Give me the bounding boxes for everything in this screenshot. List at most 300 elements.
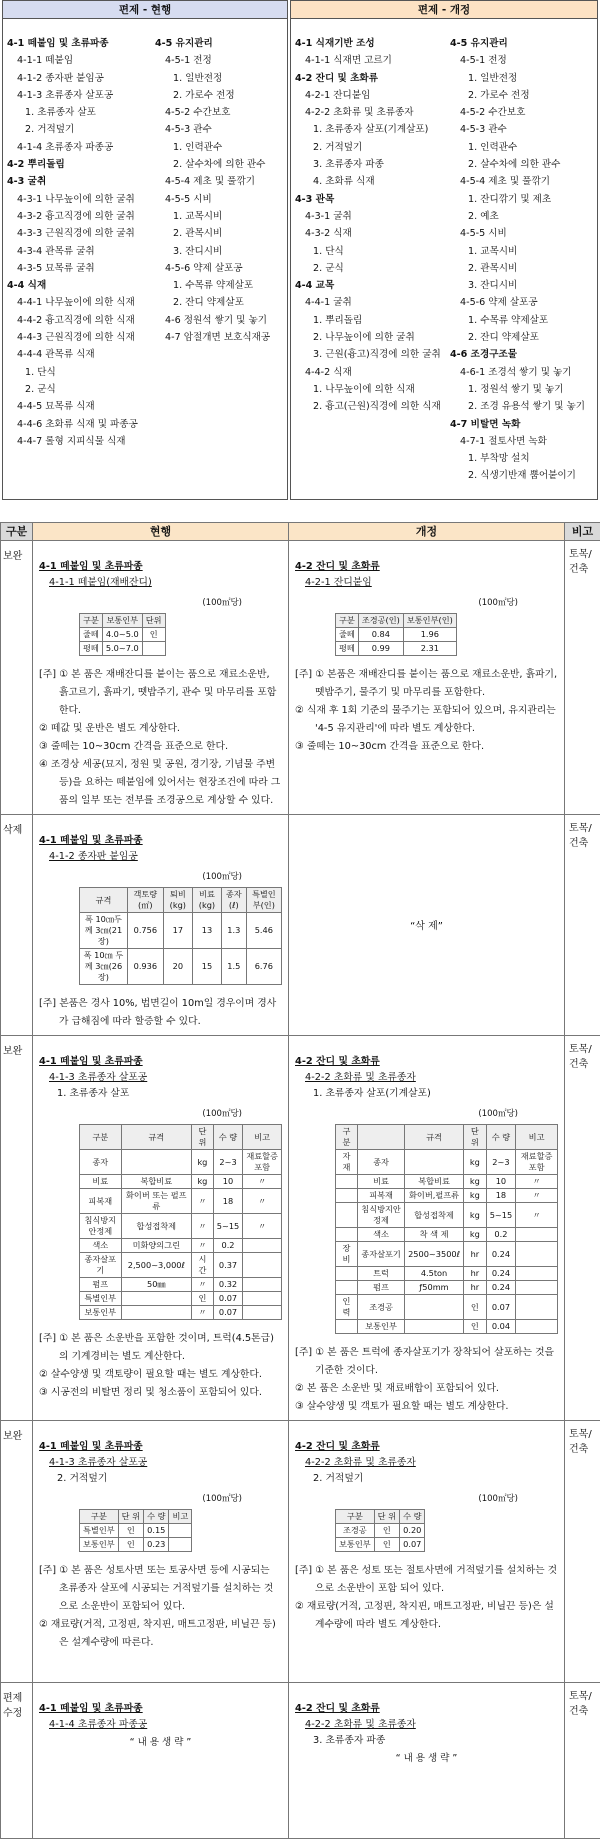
qty-cell: 재료할증 포함: [243, 1150, 282, 1175]
compare-row: [1, 1683, 600, 1839]
qty-cell: 인: [464, 1320, 487, 1334]
row-note: 토목/ 건축: [565, 1036, 600, 1421]
qty-cell: 1.96: [403, 628, 456, 642]
header-current: 현행: [33, 523, 289, 541]
current-cell: [33, 815, 289, 1036]
note-line: ③ 줄떼는 10~30cm 간격을 표준으로 한다.: [315, 738, 558, 756]
note-line: ③ 살수양생 및 객토가 필요할 때는 별도 계상한다.: [315, 1398, 558, 1416]
qty-cell: 평떼: [336, 642, 359, 656]
qty-row: [336, 1175, 558, 1189]
qty-cell: kg: [464, 1189, 487, 1203]
qty-row: [336, 628, 457, 642]
current-subtitle: 4-1-3 초류종자 살포공: [39, 1455, 282, 1471]
unit-label: (100㎡당): [295, 595, 558, 611]
qty-cell: 특별인부(인): [246, 888, 281, 913]
qty-row: [80, 913, 282, 949]
revised-notes: [295, 1344, 558, 1416]
toc-item: 2. 흉고(근원)직경에 의한 식재: [293, 398, 451, 415]
row-kind: 보완: [1, 1036, 33, 1421]
qty-cell: hr: [464, 1281, 487, 1295]
toc-item: 4-4-3 근원직경에 의한 식재: [5, 329, 155, 346]
qty-row: [80, 1150, 282, 1175]
note-line: [주] ① 본품은 재배잔디를 붙이는 품으로 재료소운반, 흙파기, 뗏밥주기, 물주기 및 마무리를 포함한다.: [315, 666, 558, 702]
revised-subtitle: 4-2-2 초화류 및 초류종자: [295, 1717, 558, 1733]
note-line: ② 본 품은 소운반 및 재료배합이 포함되어 있다.: [315, 1380, 558, 1398]
toc-section: [0, 0, 600, 500]
unit-label: (100㎡당): [39, 1106, 282, 1122]
qty-row: [80, 1189, 282, 1214]
qty-cell: 0.07: [400, 1538, 425, 1552]
qty-row: [80, 1125, 282, 1150]
toc-item: 4-2-1 잔디붙임: [293, 87, 451, 104]
qty-row: [80, 1239, 282, 1253]
toc-item: 1. 인력관수: [153, 139, 289, 156]
qty-cell: 인 력: [336, 1295, 358, 1320]
toc-item: 4-5-2 수간보호: [153, 104, 289, 121]
qty-row: [80, 1175, 282, 1189]
qty-cell: 인: [464, 1295, 487, 1320]
qty-cell: 펌프: [358, 1281, 405, 1295]
toc-item: 2. 살수차에 의한 관수: [153, 156, 289, 173]
qty-cell: 폭 10㎝두께 3㎝(21장): [80, 913, 128, 949]
toc-item: 1. 일반전정: [448, 70, 598, 87]
note-line: ② 재료량(거적, 고정핀, 착지핀, 매트고정판, 비닐끈 등)은 설계수량에 따른다.: [59, 1616, 282, 1652]
qty-row: [80, 888, 282, 913]
toc-item: 2. 예초: [448, 208, 598, 225]
toc-item: 3. 초류종자 파종: [293, 156, 451, 173]
toc-item: 4-4-2 식재: [293, 364, 451, 381]
qty-cell: 0.24: [486, 1267, 516, 1281]
qty-cell: 재료할증포함: [516, 1150, 558, 1175]
toc-item: 1. 부착망 설치: [448, 450, 598, 467]
toc-item: 3. 근원(흉고)직경에 의한 굴취: [293, 346, 451, 363]
toc-item: 2. 잔디 약제살포: [153, 294, 289, 311]
qty-cell: 4.5ton: [405, 1267, 464, 1281]
qty-cell: 〃: [516, 1175, 558, 1189]
toc-revised-header: 편제 - 개정: [291, 1, 597, 19]
qty-cell: [336, 1320, 358, 1334]
revised-notes: [295, 1562, 558, 1634]
qty-cell: 0.32: [213, 1278, 243, 1292]
revised-cell: [289, 1036, 565, 1421]
qty-cell: [516, 1242, 558, 1267]
qty-cell: 종자살포기: [80, 1253, 122, 1278]
current-title: 4-1 떼붙임 및 초류파종: [39, 1054, 282, 1070]
note-line: ③ 줄떼는 10~30cm 간격을 표준으로 한다.: [59, 738, 282, 756]
qty-cell: 조경공: [336, 1524, 375, 1538]
toc-current-col1: [5, 35, 155, 450]
toc-item: 2. 거적덮기: [293, 139, 451, 156]
row-kind: 삭제: [1, 815, 33, 1036]
toc-item: 4-5-6 약제 살포공: [448, 294, 598, 311]
qty-cell: 침식방지안정제: [358, 1203, 405, 1228]
toc-item: 4-7 비탈면 녹화: [448, 416, 598, 433]
qty-cell: 17: [163, 913, 192, 949]
qty-row: [80, 1306, 282, 1320]
qty-cell: 비료(kg): [192, 888, 221, 913]
row-kind: 보완: [1, 541, 33, 815]
note-line: [주] ① 본 품은 재배잔디를 붙이는 품으로 재료소운반, 흙고르기, 흙파기, 뗏밥주기, 관수 및 마무리를 포함한다.: [59, 666, 282, 720]
qty-cell: kg: [464, 1150, 487, 1175]
qty-cell: 1.3: [222, 913, 247, 949]
qty-cell: [516, 1281, 558, 1295]
toc-item: 4-3-2 식재: [293, 225, 451, 242]
qty-row: [80, 1278, 282, 1292]
qty-cell: 줄떼: [80, 628, 103, 642]
current-item-title: 2. 거적덮기: [39, 1471, 282, 1487]
toc-item: 4-4 교목: [293, 277, 451, 294]
qty-cell: 복합비료: [405, 1175, 464, 1189]
toc-item: 4-1 식재기반 조성: [293, 35, 451, 52]
qty-row: [80, 628, 166, 642]
qty-cell: 0.756: [127, 913, 163, 949]
qty-cell: 비고: [169, 1510, 192, 1524]
unit-label: (100㎡당): [295, 1491, 558, 1507]
qty-cell: 20: [163, 949, 192, 985]
current-cell: [33, 1036, 289, 1421]
qty-cell: 보통인부: [336, 1538, 375, 1552]
qty-row: [336, 1150, 558, 1175]
toc-item: 1. 잔디깎기 및 제초: [448, 191, 598, 208]
note-line: ② 살수양생 및 객토량이 필요할 때는 별도 계상한다.: [59, 1366, 282, 1384]
toc-item: 4-6 정원석 쌓기 및 놓기: [153, 312, 289, 329]
toc-item: 2. 살수차에 의한 관수: [448, 156, 598, 173]
toc-item: 4. 초화류 식재: [293, 173, 451, 190]
qty-cell: [516, 1228, 558, 1242]
qty-cell: 피복재: [80, 1189, 122, 1214]
qty-cell: [243, 1292, 282, 1306]
qty-cell: 〃: [192, 1189, 214, 1214]
toc-item: 1. 초류종자 살포(기계살포): [293, 121, 451, 138]
toc-item: 1. 교목시비: [448, 243, 598, 260]
qty-cell: 〃: [516, 1189, 558, 1203]
unit-label: (100㎡당): [39, 1491, 282, 1507]
qty-row: [80, 642, 166, 656]
qty-cell: 단 위: [464, 1125, 487, 1150]
qty-cell: 〃: [243, 1189, 282, 1214]
qty-table-wrap: [295, 613, 558, 656]
qty-table-wrap: [39, 887, 282, 985]
qty-table-wrap: [39, 613, 282, 656]
revised-cell: [289, 1683, 565, 1839]
toc-item: 1. 뿌리돌림: [293, 312, 451, 329]
qty-cell: 0.99: [358, 642, 403, 656]
qty-cell: 조경공(인): [358, 614, 403, 628]
toc-item: 1. 교목시비: [153, 208, 289, 225]
toc-item: 3. 잔디시비: [448, 277, 598, 294]
qty-cell: [121, 1306, 192, 1320]
qty-cell: 인: [118, 1524, 143, 1538]
qty-cell: 0.84: [358, 628, 403, 642]
qty-cell: 단 위: [118, 1510, 143, 1524]
toc-item: 4-4-7 롤형 지피식물 식재: [5, 433, 155, 450]
unit-label: (100㎡당): [39, 869, 282, 885]
compare-row: [1, 541, 600, 815]
note-line: ② 재료량(거적, 고정핀, 착지핀, 매트고정판, 비닐끈 등)은 설계수량에 따라 별도 계상한다.: [315, 1598, 558, 1634]
qty-cell: 특별인부: [80, 1292, 122, 1306]
current-qty-table: [79, 1509, 192, 1552]
toc-item: 4-4-2 흉고직경에 의한 식재: [5, 312, 155, 329]
qty-row: [336, 1538, 425, 1552]
qty-row: [336, 642, 457, 656]
toc-item: 1. 초류종자 살포: [5, 104, 155, 121]
qty-cell: 보통인부: [358, 1320, 405, 1334]
qty-cell: 자 재: [336, 1150, 358, 1175]
note-line: [주] 본품은 경사 10%, 법면길이 10m일 경우이며 경사가 급해짐에 따라 할증할 수 있다.: [59, 995, 282, 1031]
qty-cell: 0.07: [213, 1292, 243, 1306]
toc-item: 1. 인력관수: [448, 139, 598, 156]
toc-item: 4-3-3 근원직경에 의한 굴취: [5, 225, 155, 242]
qty-cell: kg: [192, 1175, 214, 1189]
qty-cell: 규격: [80, 888, 128, 913]
qty-cell: 0.936: [127, 949, 163, 985]
revised-cell: [289, 815, 565, 1036]
toc-current: [2, 0, 288, 500]
row-kind: 편제 수정: [1, 1683, 33, 1839]
qty-cell: 수 량: [400, 1510, 425, 1524]
qty-cell: 보통인부(인): [403, 614, 456, 628]
qty-row: [336, 1189, 558, 1203]
current-qty-table: [79, 887, 282, 985]
qty-cell: 〃: [192, 1239, 214, 1253]
note-line: ② 떼값 및 운반은 별도 계상한다.: [59, 720, 282, 738]
qty-cell: 5.46: [246, 913, 281, 949]
qty-cell: 구분: [80, 1125, 122, 1150]
deleted-label: “삭 제”: [295, 919, 558, 935]
qty-cell: 폭 10㎝ 두께 3㎝(26장): [80, 949, 128, 985]
qty-row: [336, 1267, 558, 1281]
revised-title: 4-2 잔디 및 초화류: [295, 1054, 558, 1070]
qty-cell: 구분: [336, 1510, 375, 1524]
qty-cell: 조경공: [358, 1295, 405, 1320]
toc-item: 1. 단식: [293, 243, 451, 260]
current-title: 4-1 떼붙임 및 초류파종: [39, 1439, 282, 1455]
compare-row: [1, 1421, 600, 1683]
note-line: [주] ① 본 품은 성토 또는 절토사면에 거적덮기를 설치하는 것으로 소운반이 포함 되어 있다.: [315, 1562, 558, 1598]
qty-cell: 15: [192, 949, 221, 985]
qty-cell: 인: [374, 1524, 399, 1538]
current-qty-table: [79, 1124, 282, 1320]
toc-item: 4-3 굴취: [5, 173, 155, 190]
qty-cell: 트럭: [358, 1267, 405, 1281]
qty-cell: 보통인부: [80, 1306, 122, 1320]
qty-cell: 인: [374, 1538, 399, 1552]
revised-subtitle: 4-2-2 초화류 및 초류종자: [295, 1455, 558, 1471]
qty-cell: 합성접착제: [121, 1214, 192, 1239]
qty-cell: 규격: [405, 1125, 464, 1150]
qty-cell: 단 위: [192, 1125, 214, 1150]
qty-cell: 펌프: [80, 1278, 122, 1292]
revised-qty-table: [335, 1509, 425, 1552]
qty-cell: [243, 1239, 282, 1253]
qty-cell: 0.24: [486, 1242, 516, 1267]
qty-cell: [243, 1306, 282, 1320]
toc-item: 2. 군식: [293, 260, 451, 277]
qty-cell: 종자: [80, 1150, 122, 1175]
current-notes: [39, 995, 282, 1031]
qty-cell: 특별인부: [80, 1524, 119, 1538]
qty-cell: 비료: [80, 1175, 122, 1189]
qty-row: [336, 1228, 558, 1242]
qty-cell: 규격: [121, 1125, 192, 1150]
qty-cell: 2,500~3,000ℓ: [121, 1253, 192, 1278]
qty-cell: 합성접착제: [405, 1203, 464, 1228]
qty-cell: 10: [213, 1175, 243, 1189]
current-item-title: 1. 초류종자 살포: [39, 1086, 282, 1102]
toc-item: 4-4-1 나무높이에 의한 식재: [5, 294, 155, 311]
toc-item: 4-5-4 제초 및 풀깎기: [153, 173, 289, 190]
toc-item: 1. 일반전정: [153, 70, 289, 87]
qty-cell: 색소: [358, 1228, 405, 1242]
qty-row: [80, 1292, 282, 1306]
note-line: ③ 시공전의 비탈면 정리 및 청소품이 포함되어 있다.: [59, 1384, 282, 1402]
qty-cell: 〃: [192, 1306, 214, 1320]
qty-table-wrap: [39, 1124, 282, 1320]
header-revised: 개정: [289, 523, 565, 541]
qty-cell: hr: [464, 1242, 487, 1267]
revised-subtitle: 4-2-1 잔디붙임: [295, 575, 558, 591]
toc-item: 1. 나무높이에 의한 식재: [293, 381, 451, 398]
toc-item: 2. 조경 유용석 쌓기 및 놓기: [448, 398, 598, 415]
qty-cell: [516, 1320, 558, 1334]
qty-row: [336, 1281, 558, 1295]
qty-cell: 수 량: [144, 1510, 169, 1524]
qty-row: [336, 1510, 425, 1524]
revised-subtitle: 4-2-2 초화류 및 초류종자: [295, 1070, 558, 1086]
current-subtitle: 4-1-4 초류종자 파종공: [39, 1717, 282, 1733]
qty-cell: 2~3: [486, 1150, 516, 1175]
qty-cell: 0.20: [400, 1524, 425, 1538]
toc-item: 4-1-2 종자판 붙임공: [5, 70, 155, 87]
qty-cell: 인: [142, 628, 165, 642]
revised-item-title: 1. 초류종자 살포(기계살포): [295, 1086, 558, 1102]
revised-cell: [289, 1421, 565, 1683]
qty-row: [80, 614, 166, 628]
qty-cell: 인: [192, 1292, 214, 1306]
toc-item: 4-2 잔디 및 초화류: [293, 70, 451, 87]
revised-item-title: 2. 거적덮기: [295, 1471, 558, 1487]
qty-cell: 2500~3500ℓ: [405, 1242, 464, 1267]
qty-cell: 구분: [80, 1510, 119, 1524]
toc-item: 4-2-2 초화류 및 초류종자: [293, 104, 451, 121]
toc-item: 4-2 뿌리돌림: [5, 156, 155, 173]
toc-item: 2. 가로수 전정: [153, 87, 289, 104]
qty-cell: [405, 1320, 464, 1334]
qty-cell: hr: [464, 1267, 487, 1281]
row-note: 토목/ 건축: [565, 541, 600, 815]
toc-item: 2. 가로수 전정: [448, 87, 598, 104]
toc-item: 3. 잔디시비: [153, 243, 289, 260]
qty-cell: [121, 1292, 192, 1306]
omitted-note: “ 내 용 생 략 ”: [295, 1751, 558, 1767]
current-notes: [39, 1330, 282, 1402]
revised-qty-table: [335, 613, 457, 656]
toc-item: 4-5-4 제초 및 풀깎기: [448, 173, 598, 190]
toc-current-col2: [153, 35, 289, 346]
toc-item: 4-1-1 떼붙임: [5, 52, 155, 69]
qty-cell: [336, 1189, 358, 1203]
qty-cell: [243, 1253, 282, 1278]
qty-cell: 0.37: [213, 1253, 243, 1278]
compare-row: [1, 1036, 600, 1421]
qty-cell: 1.5: [222, 949, 247, 985]
qty-row: [336, 1295, 558, 1320]
current-title: 4-1 떼붙임 및 초류파종: [39, 833, 282, 849]
note-line: [주] ① 본 품은 성토사면 또는 토공사면 등에 시공되는 초류종자 살포에 시공되는 거적덮기를 설치하는 것으로 소운반이 포함되어 있다.: [59, 1562, 282, 1616]
toc-item: 1. 단식: [5, 364, 155, 381]
note-line: [주] ① 본 품은 소운반을 포함한 것이며, 트럭(4.5톤급)의 기계경비는 별도 계산한다.: [59, 1330, 282, 1366]
toc-item: 4-6-1 조경석 쌓기 및 놓기: [448, 364, 598, 381]
qty-cell: [336, 1281, 358, 1295]
qty-cell: 4.0~5.0: [102, 628, 142, 642]
note-line: ④ 조경상 세공(묘지, 정원 및 공원, 경기장, 기념물 주변등)을 요하는 떼붙임에 있어서는 현장조건에 따라 그 품의 일부 또는 전부를 조경공으로 계상할 수 있다.: [59, 756, 282, 810]
qty-cell: 종자살포기: [358, 1242, 405, 1267]
toc-item: 4-4-6 초화류 식재 및 파종공: [5, 416, 155, 433]
toc-item: 4-5-5 시비: [153, 191, 289, 208]
qty-cell: [142, 642, 165, 656]
qty-row: [336, 614, 457, 628]
qty-cell: 단 위: [374, 1510, 399, 1524]
qty-cell: [169, 1524, 192, 1538]
toc-current-header: 편제 - 현행: [3, 1, 287, 19]
toc-item: 4-6 조경구조물: [448, 346, 598, 363]
qty-cell: 6.76: [246, 949, 281, 985]
qty-cell: 구분: [80, 614, 103, 628]
omitted-note: “ 내 용 생 략 ”: [39, 1735, 282, 1751]
qty-cell: 비고: [243, 1125, 282, 1150]
qty-row: [80, 1214, 282, 1239]
toc-item: 4-1 떼붙임 및 초류파종: [5, 35, 155, 52]
toc-item: 4-4-4 관목류 식재: [5, 346, 155, 363]
qty-cell: 0.23: [144, 1538, 169, 1552]
note-line: ② 식재 후 1회 기준의 물주기는 포함되어 있으며, 유지관리는 '4-5 유지관리'에 따라 별도 계상한다.: [315, 702, 558, 738]
current-subtitle: 4-1-3 초류종자 살포공: [39, 1070, 282, 1086]
qty-cell: 색소: [80, 1239, 122, 1253]
qty-cell: 줄떼: [336, 628, 359, 642]
header-note: 비고: [565, 523, 600, 541]
qty-cell: 〃: [243, 1175, 282, 1189]
qty-cell: kg: [192, 1150, 214, 1175]
qty-row: [336, 1524, 425, 1538]
row-note: 토목/ 건축: [565, 1683, 600, 1839]
unit-label: (100㎡당): [295, 1106, 558, 1122]
qty-cell: 0.04: [486, 1320, 516, 1334]
qty-cell: 〃: [192, 1278, 214, 1292]
qty-cell: 피복재: [358, 1189, 405, 1203]
qty-cell: [336, 1203, 358, 1228]
qty-row: [336, 1320, 558, 1334]
current-title: 4-1 떼붙임 및 초류파종: [39, 559, 282, 575]
toc-item: 2. 군식: [5, 381, 155, 398]
qty-cell: 0.2: [213, 1239, 243, 1253]
qty-cell: 장 비: [336, 1242, 358, 1267]
qty-row: [336, 1203, 558, 1228]
qty-cell: 비료: [358, 1175, 405, 1189]
current-notes: [39, 666, 282, 810]
revised-item-title: 3. 초류종자 파종: [295, 1733, 558, 1749]
toc-item: 2. 식생기반재 뿜어붙이기: [448, 467, 598, 484]
current-cell: [33, 541, 289, 815]
qty-row: [336, 1125, 558, 1150]
qty-cell: 시간: [192, 1253, 214, 1278]
qty-cell: 50㎜: [121, 1278, 192, 1292]
toc-revised-col1: [293, 35, 451, 416]
toc-item: 4-5 유지관리: [153, 35, 289, 52]
revised-title: 4-2 잔디 및 초화류: [295, 559, 558, 575]
toc-revised: [290, 0, 598, 500]
toc-item: 4-4-5 묘목류 식재: [5, 398, 155, 415]
qty-cell: 〃: [192, 1214, 214, 1239]
